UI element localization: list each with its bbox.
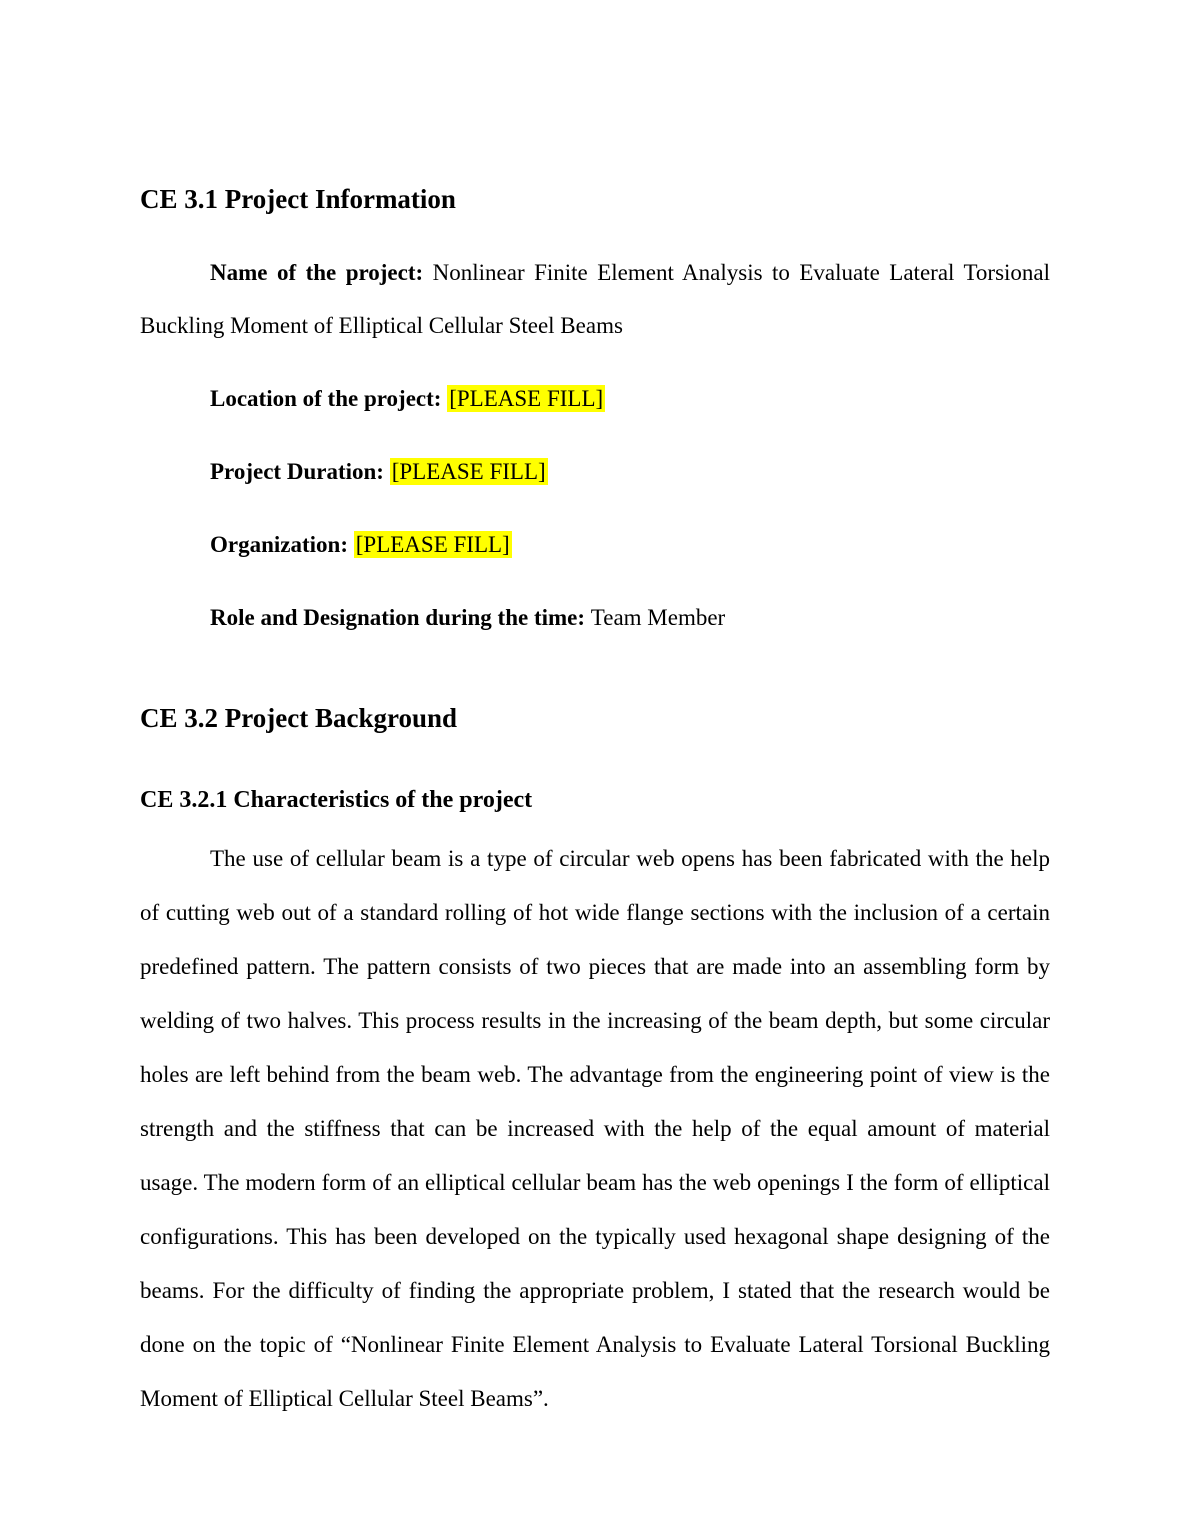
characteristics-paragraph: The use of cellular beam is a type of circular web opens has been fabricated with the help of cutting web out of a standard rolling of hot wide flange sections with the inclusion of a certain predefined pattern. The pattern consists of two pieces that are made into an assembling form by welding of two halves. This process results in the increasing of the beam depth, but some circular holes are left behind from the beam web. The advantage from the engineering point of view is the strength and the stiffness that can be increased with the help of the equal amount of material usage. The modern form of an elliptical cellular beam has the web openings I the form of elliptical configurations. This has been developed on the typically used hexagonal shape designing of the beams. For the difficulty of finding the appropriate problem, I stated that the research would be done on the topic of “Nonlinear Finite Element Analysis to Evaluate Lateral Torsional Buckling Moment of Elliptical Cellular Steel Beams”.: [140, 846, 1050, 1411]
field-label-organization: Organization:: [210, 532, 348, 557]
field-role-designation: [140, 591, 1050, 644]
field-value-organization-highlighted: [PLEASE FILL]: [355, 532, 510, 557]
subsection-heading-ce-3-2-1: CE 3.2.1 Characteristics of the project: [140, 787, 533, 813]
field-label-name-of-project: Name of the project:: [210, 260, 424, 285]
section-heading-ce-3-1: CE 3.1 Project Information: [140, 184, 456, 214]
field-value-location-highlighted: [PLEASE FILL]: [449, 386, 604, 411]
field-label-role-designation: Role and Designation during the time:: [210, 605, 586, 630]
field-label-location: Location of the project:: [210, 386, 442, 411]
field-location: [140, 372, 1050, 425]
field-project-duration: [140, 445, 1050, 498]
field-organization: [140, 518, 1050, 571]
field-label-project-duration: Project Duration:: [210, 459, 384, 484]
section-heading-ce-3-2: CE 3.2 Project Background: [140, 703, 457, 733]
field-name-of-project: [140, 246, 1050, 352]
field-value-name-of-project: Nonlinear Finite Element Analysis to Evaluate Lateral Torsional Buckling Moment of Elliptical Cellular Steel Beams: [140, 260, 1051, 338]
field-value-role-designation: Team Member: [590, 605, 726, 630]
field-value-project-duration-highlighted: [PLEASE FILL]: [391, 459, 546, 484]
